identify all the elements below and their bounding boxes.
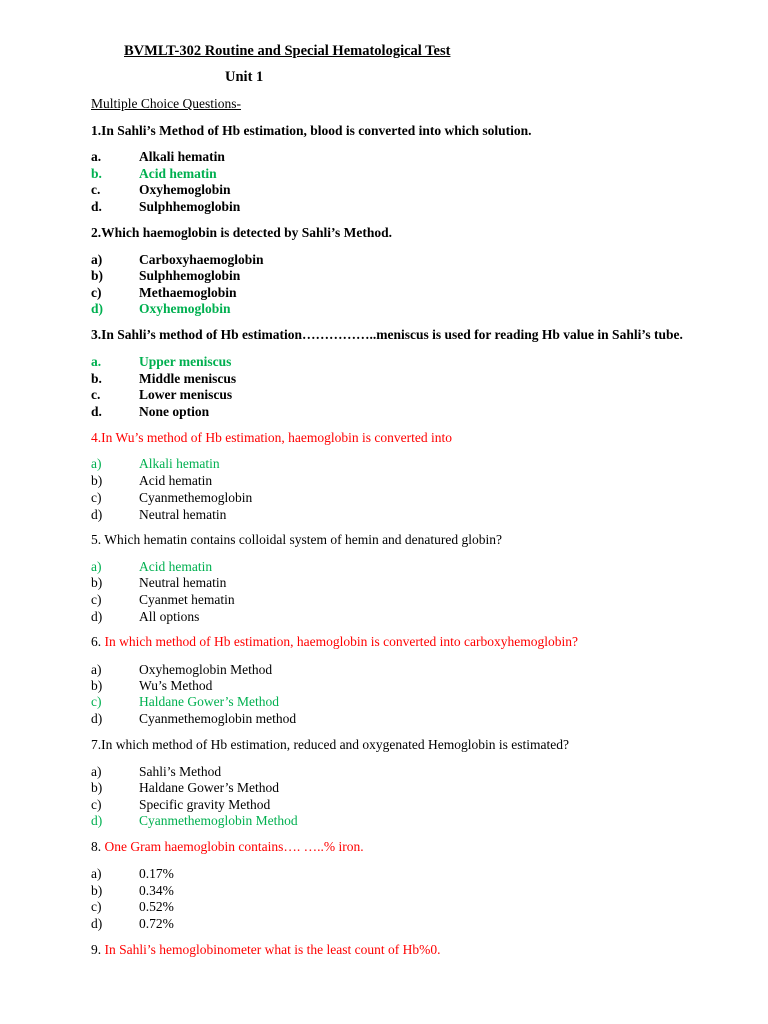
option-label: a) bbox=[91, 662, 102, 677]
option-text: Middle meniscus bbox=[139, 371, 237, 386]
option-label: c. bbox=[91, 387, 101, 402]
question-5 bbox=[91, 532, 502, 548]
question-9 bbox=[91, 942, 440, 958]
question-7 bbox=[91, 737, 569, 753]
option-label: d) bbox=[91, 301, 104, 316]
option-label: c) bbox=[91, 285, 102, 300]
option-text: Specific gravity Method bbox=[139, 797, 271, 812]
question-3 bbox=[91, 327, 683, 343]
option-label: a) bbox=[91, 866, 102, 881]
option-text: 0.34% bbox=[139, 883, 174, 898]
option-text: 0.72% bbox=[139, 916, 174, 931]
question-text: In Sahli’s hemoglobinometer what is the least count of Hb%0. bbox=[101, 942, 441, 957]
question-text: 4.In Wu’s method of Hb estimation, haemoglobin is converted into bbox=[91, 430, 453, 445]
option-label: c) bbox=[91, 797, 102, 812]
option-label: b) bbox=[91, 473, 103, 488]
option-text: Acid hematin bbox=[139, 166, 217, 181]
option-label: c. bbox=[91, 182, 101, 197]
question-1 bbox=[91, 123, 532, 139]
question-text: In which method of Hb estimation, haemoglobin is converted into carboxyhemoglobin? bbox=[101, 634, 579, 649]
question-number: 9. bbox=[91, 942, 102, 957]
option-text: Oxyhemoglobin bbox=[139, 301, 231, 316]
option-text: Oxyhemoglobin bbox=[139, 182, 231, 197]
option-text: Acid hematin bbox=[139, 559, 213, 574]
question-text: 7.In which method of Hb estimation, reduced and oxygenated Hemoglobin is estimated? bbox=[91, 737, 570, 752]
option-text: Carboxyhaemoglobin bbox=[139, 252, 264, 267]
option-label: b) bbox=[91, 678, 103, 693]
question-8 bbox=[91, 839, 364, 855]
option-label: b) bbox=[91, 780, 103, 795]
option-text: 0.52% bbox=[139, 899, 174, 914]
section-heading: Multiple Choice Questions- bbox=[91, 96, 241, 111]
option-label: b) bbox=[91, 883, 103, 898]
question-text: 2.Which haemoglobin is detected by Sahli’s Method. bbox=[91, 225, 393, 240]
question-4 bbox=[91, 430, 452, 446]
option-label: d) bbox=[91, 813, 103, 828]
option-label: d. bbox=[91, 199, 102, 214]
option-text: Wu’s Method bbox=[139, 678, 213, 693]
option-label: d. bbox=[91, 404, 102, 419]
question-number: 8. bbox=[91, 839, 102, 854]
question-text: 5. Which hematin contains colloidal system of hemin and denatured globin? bbox=[91, 532, 503, 547]
option-label: d) bbox=[91, 507, 103, 522]
option-label: a) bbox=[91, 252, 103, 267]
option-label: c) bbox=[91, 490, 102, 505]
option-text: Alkali hematin bbox=[139, 149, 225, 164]
option-label: b) bbox=[91, 268, 104, 283]
question-text: 3.In Sahli’s method of Hb estimation……………..meniscus is used for reading Hb value in Sahli’s tube. bbox=[91, 327, 683, 342]
option-text: Methaemoglobin bbox=[139, 285, 237, 300]
question-6 bbox=[91, 634, 578, 650]
option-label: a) bbox=[91, 559, 102, 574]
option-text: None option bbox=[139, 404, 210, 419]
option-text: Cyanmethemoglobin bbox=[139, 490, 253, 505]
option-text: Neutral hematin bbox=[139, 575, 227, 590]
option-text: Lower meniscus bbox=[139, 387, 233, 402]
option-text: Alkali hematin bbox=[139, 456, 220, 471]
option-label: c) bbox=[91, 592, 102, 607]
option-text: All options bbox=[139, 609, 200, 624]
option-text: Cyanmet hematin bbox=[139, 592, 235, 607]
unit-heading: Unit 1 bbox=[225, 69, 264, 85]
option-text: Oxyhemoglobin Method bbox=[139, 662, 273, 677]
question-text: One Gram haemoglobin contains…. …..% iron. bbox=[101, 839, 364, 854]
option-label: d) bbox=[91, 711, 103, 726]
option-label: a. bbox=[91, 149, 102, 164]
option-label: d) bbox=[91, 609, 103, 624]
question-2 bbox=[91, 225, 392, 241]
option-label: c) bbox=[91, 694, 102, 709]
option-text: 0.17% bbox=[139, 866, 174, 881]
option-label: b. bbox=[91, 371, 102, 386]
option-text: Cyanmethemoglobin method bbox=[139, 711, 297, 726]
document-title: BVMLT-302 Routine and Special Hematological Test bbox=[124, 43, 451, 59]
option-text: Cyanmethemoglobin Method bbox=[139, 813, 298, 828]
option-text: Sahli’s Method bbox=[139, 764, 222, 779]
option-text: Haldane Gower’s Method bbox=[139, 780, 279, 795]
question-text: 1.In Sahli’s Method of Hb estimation, blood is converted into which solution. bbox=[91, 123, 532, 138]
option-text: Haldane Gower’s Method bbox=[139, 694, 279, 709]
option-label: a) bbox=[91, 456, 102, 471]
option-text: Neutral hematin bbox=[139, 507, 227, 522]
question-number: 6. bbox=[91, 634, 102, 649]
option-text: Sulphhemoglobin bbox=[139, 199, 241, 214]
option-label: b. bbox=[91, 166, 102, 181]
option-label: c) bbox=[91, 899, 102, 914]
option-text: Sulphhemoglobin bbox=[139, 268, 241, 283]
option-label: a) bbox=[91, 764, 102, 779]
option-label: b) bbox=[91, 575, 103, 590]
option-text: Upper meniscus bbox=[139, 354, 232, 369]
option-label: d) bbox=[91, 916, 103, 931]
option-label: a. bbox=[91, 354, 102, 369]
option-text: Acid hematin bbox=[139, 473, 213, 488]
